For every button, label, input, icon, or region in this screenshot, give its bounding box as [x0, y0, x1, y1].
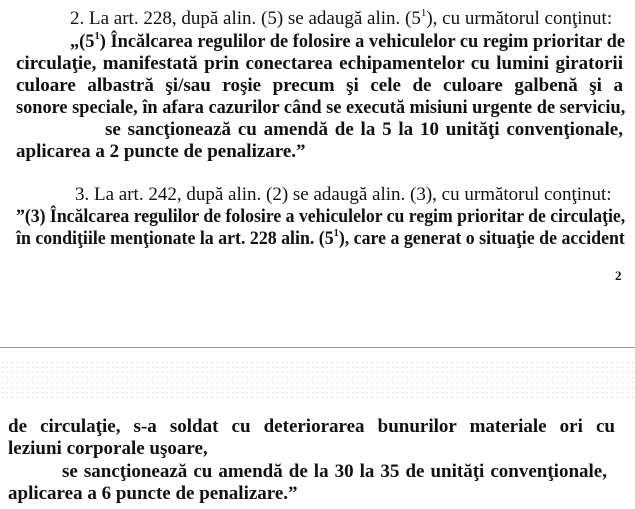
page-divider: [0, 347, 635, 348]
paragraph-2-line-4: culoare albastră şi/sau roşie precum şi cele de culoare galbenă şi a: [16, 75, 623, 96]
paragraph-2-line-3: circulaţie, manifestată prin conectarea echipamentelor cu lumini giratorii: [16, 53, 623, 74]
paragraph-2-line-5: sonore speciale, în afara cazurilor când se execută misiuni urgente de serviciu,: [16, 97, 626, 118]
page-2-line-3: se sancţionează cu amendă de la 30 la 35 de unităţi convenţionale,: [62, 461, 607, 482]
paragraph-3-line-1: 3. La art. 242, după alin. (2) se adaugă alin. (3), cu următorul conţinut:: [75, 184, 612, 205]
page-2-line-4: aplicarea a 6 puncte de penalizare.”: [8, 483, 298, 504]
page-2-line-2: leziuni corporale uşoare,: [8, 438, 208, 459]
page-number: 2: [615, 268, 622, 283]
paragraph-3-line-3: în condiţiile menţionate la art. 228 alin. $(5^1)$, care a generat o situaţie de accident: [16, 227, 625, 249]
paragraph-2-line-2: $„(5^1)$ Încălcarea regulilor de folosire a vehiculelor cu regim prioritar de: [70, 30, 626, 52]
page-2: [0, 372, 635, 509]
page-2-line-1: de circulaţie, s-a soldat cu deteriorarea bunurilor materiale ori cu: [8, 416, 615, 437]
paragraph-2-line-6: se sancţionează cu amendă de la 5 la 10 unităţi convenţionale,: [105, 119, 623, 140]
paragraph-3-line-2: ”(3) Încălcarea regulilor de folosire a vehiculelor cu regim prioritar de circulaţie,: [16, 206, 626, 227]
paragraph-2-line-1: 2. La art. 228, după alin. (5) se adaugă alin. $(5^1)$, cu următorul conţinut:: [70, 7, 613, 29]
paragraph-2-line-7: aplicarea a 2 puncte de penalizare.”: [16, 141, 306, 162]
